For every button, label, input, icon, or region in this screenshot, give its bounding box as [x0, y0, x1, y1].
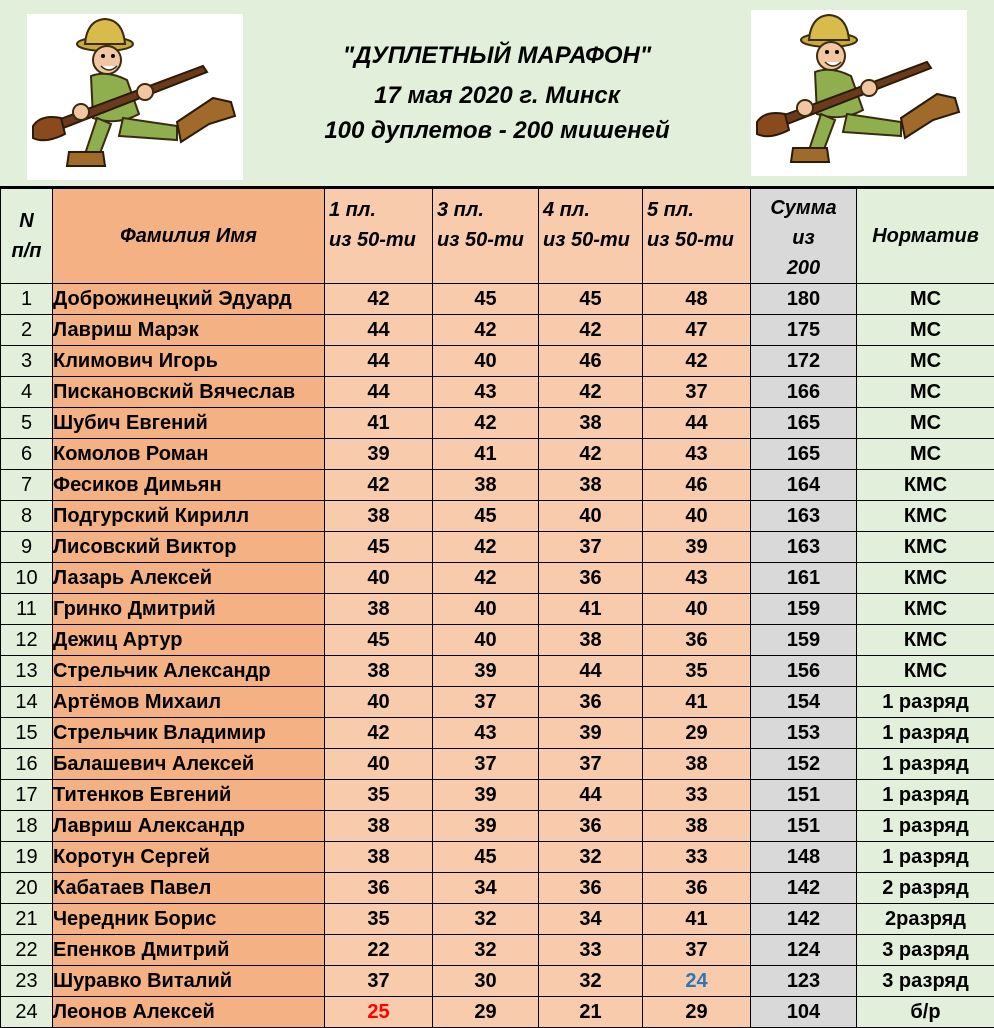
qualification-norm: 2 разряд [857, 873, 994, 904]
score-round3: 32 [433, 904, 539, 935]
score-total: 163 [751, 501, 857, 532]
qualification-norm: МС [857, 346, 994, 377]
row-number: 24 [1, 997, 53, 1028]
qualification-norm: КМС [857, 501, 994, 532]
score-round5: 38 [643, 811, 751, 842]
col-header-number-line2: п/п [1, 236, 52, 266]
row-number: 13 [1, 656, 53, 687]
table-row [1, 377, 994, 408]
event-format: 100 дуплетов - 200 мишеней [243, 117, 751, 145]
score-round3: 42 [433, 532, 539, 563]
score-round4: 38 [539, 470, 643, 501]
row-number: 6 [1, 439, 53, 470]
score-total: 156 [751, 656, 857, 687]
table-row [1, 997, 994, 1028]
score-round5: 36 [643, 625, 751, 656]
col-header-round1 [325, 189, 433, 284]
qualification-norm: 2разряд [857, 904, 994, 935]
score-round5: 44 [643, 408, 751, 439]
participant-name: Кабатаев Павел [53, 873, 325, 904]
score-total: 159 [751, 625, 857, 656]
score-round1: 45 [325, 532, 433, 563]
qualification-norm: КМС [857, 625, 994, 656]
score-round1: 38 [325, 811, 433, 842]
table-row [1, 904, 994, 935]
score-round3: 42 [433, 563, 539, 594]
hunter-cartoon-icon [751, 10, 967, 176]
table-row [1, 501, 994, 532]
participant-name: Стрельчик Владимир [53, 718, 325, 749]
score-total: 151 [751, 780, 857, 811]
page-header [0, 0, 994, 188]
qualification-norm: 1 разряд [857, 718, 994, 749]
score-round1: 42 [325, 718, 433, 749]
qualification-norm: 1 разряд [857, 811, 994, 842]
col-header-round1-line1: 1 пл. [329, 195, 432, 225]
score-round5: 36 [643, 873, 751, 904]
score-round4: 44 [539, 780, 643, 811]
row-number: 12 [1, 625, 53, 656]
score-round4: 42 [539, 315, 643, 346]
score-round1: 41 [325, 408, 433, 439]
table-row [1, 780, 994, 811]
score-round1: 42 [325, 284, 433, 315]
col-header-round3 [433, 189, 539, 284]
score-round3: 37 [433, 687, 539, 718]
qualification-norm: 1 разряд [857, 749, 994, 780]
participant-name: Дежиц Артур [53, 625, 325, 656]
score-round1: 39 [325, 439, 433, 470]
score-round1: 40 [325, 687, 433, 718]
score-round4: 38 [539, 408, 643, 439]
score-total: 142 [751, 904, 857, 935]
score-round1: 40 [325, 563, 433, 594]
col-header-round4-line2: из 50-ти [543, 225, 642, 255]
participant-name: Коротун Сергей [53, 842, 325, 873]
score-round3: 34 [433, 873, 539, 904]
score-round5: 29 [643, 997, 751, 1028]
score-round5: 24 [643, 966, 751, 997]
score-round3: 29 [433, 997, 539, 1028]
score-round1: 40 [325, 749, 433, 780]
col-header-round3-line1: 3 пл. [437, 195, 538, 225]
score-round1: 44 [325, 315, 433, 346]
row-number: 8 [1, 501, 53, 532]
score-total: 159 [751, 594, 857, 625]
col-header-number [1, 189, 53, 284]
score-round3: 45 [433, 284, 539, 315]
qualification-norm: 3 разряд [857, 935, 994, 966]
row-number: 19 [1, 842, 53, 873]
qualification-norm: 1 разряд [857, 842, 994, 873]
col-header-sum-line1: Сумма [751, 193, 856, 223]
participant-name: Комолов Роман [53, 439, 325, 470]
score-round3: 32 [433, 935, 539, 966]
participant-name: Лавриш Александр [53, 811, 325, 842]
score-round3: 40 [433, 625, 539, 656]
col-header-round1-line2: из 50-ти [329, 225, 432, 255]
score-total: 153 [751, 718, 857, 749]
row-number: 2 [1, 315, 53, 346]
score-round3: 40 [433, 346, 539, 377]
row-number: 11 [1, 594, 53, 625]
row-number: 20 [1, 873, 53, 904]
score-round3: 39 [433, 656, 539, 687]
score-round1: 38 [325, 842, 433, 873]
score-round5: 41 [643, 687, 751, 718]
row-number: 18 [1, 811, 53, 842]
score-round5: 48 [643, 284, 751, 315]
row-number: 3 [1, 346, 53, 377]
participant-name: Фесиков Димьян [53, 470, 325, 501]
score-total: 166 [751, 377, 857, 408]
qualification-norm: МС [857, 315, 994, 346]
table-row [1, 687, 994, 718]
row-number: 17 [1, 780, 53, 811]
table-row [1, 470, 994, 501]
score-round5: 39 [643, 532, 751, 563]
row-number: 15 [1, 718, 53, 749]
qualification-norm: МС [857, 439, 994, 470]
score-round4: 42 [539, 439, 643, 470]
row-number: 7 [1, 470, 53, 501]
score-round5: 43 [643, 563, 751, 594]
event-title: "ДУПЛЕТНЫЙ МАРАФОН" [243, 42, 751, 70]
table-row [1, 346, 994, 377]
score-round3: 41 [433, 439, 539, 470]
participant-name: Шубич Евгений [53, 408, 325, 439]
score-round4: 32 [539, 842, 643, 873]
col-header-round5-line1: 5 пл. [647, 195, 750, 225]
score-round5: 40 [643, 594, 751, 625]
score-total: 165 [751, 439, 857, 470]
table-row [1, 966, 994, 997]
participant-name: Шуравко Виталий [53, 966, 325, 997]
score-total: 164 [751, 470, 857, 501]
row-number: 16 [1, 749, 53, 780]
score-total: 151 [751, 811, 857, 842]
hunter-cartoon-logo-right [751, 10, 967, 176]
qualification-norm: КМС [857, 470, 994, 501]
row-number: 23 [1, 966, 53, 997]
row-number: 14 [1, 687, 53, 718]
col-header-round5-line2: из 50-ти [647, 225, 750, 255]
score-round4: 32 [539, 966, 643, 997]
score-round1: 44 [325, 377, 433, 408]
qualification-norm: КМС [857, 656, 994, 687]
table-row [1, 315, 994, 346]
score-round4: 38 [539, 625, 643, 656]
score-round4: 37 [539, 749, 643, 780]
score-round4: 36 [539, 687, 643, 718]
score-round5: 40 [643, 501, 751, 532]
qualification-norm: КМС [857, 594, 994, 625]
participant-name: Лисовский Виктор [53, 532, 325, 563]
hunter-cartoon-icon [27, 14, 243, 180]
participant-name: Подгурский Кирилл [53, 501, 325, 532]
score-round4: 37 [539, 532, 643, 563]
hunter-cartoon-logo-left [27, 14, 243, 180]
event-date-location: 17 мая 2020 г. Минск [243, 82, 751, 110]
table-row [1, 749, 994, 780]
score-round4: 44 [539, 656, 643, 687]
score-round5: 46 [643, 470, 751, 501]
score-round5: 47 [643, 315, 751, 346]
qualification-norm: МС [857, 284, 994, 315]
score-total: 161 [751, 563, 857, 594]
participant-name: Артёмов Михаил [53, 687, 325, 718]
score-round5: 29 [643, 718, 751, 749]
participant-name: Лавриш Марэк [53, 315, 325, 346]
participant-name: Епенков Дмитрий [53, 935, 325, 966]
col-header-sum-line3: 200 [751, 253, 856, 283]
participant-name: Климович Игорь [53, 346, 325, 377]
score-round5: 33 [643, 842, 751, 873]
score-round3: 39 [433, 811, 539, 842]
table-row [1, 284, 994, 315]
score-round4: 40 [539, 501, 643, 532]
score-round5: 35 [643, 656, 751, 687]
row-number: 4 [1, 377, 53, 408]
score-round3: 38 [433, 470, 539, 501]
score-total: 123 [751, 966, 857, 997]
table-row [1, 873, 994, 904]
participant-name: Чередник Борис [53, 904, 325, 935]
qualification-norm: КМС [857, 563, 994, 594]
table-row [1, 811, 994, 842]
score-round3: 42 [433, 408, 539, 439]
score-round3: 43 [433, 718, 539, 749]
participant-name: Гринко Дмитрий [53, 594, 325, 625]
col-header-round4-line1: 4 пл. [543, 195, 642, 225]
qualification-norm: МС [857, 408, 994, 439]
score-round1: 38 [325, 656, 433, 687]
score-round4: 34 [539, 904, 643, 935]
score-round1: 37 [325, 966, 433, 997]
participant-name: Пискановский Вячеслав [53, 377, 325, 408]
score-total: 154 [751, 687, 857, 718]
score-round1: 22 [325, 935, 433, 966]
participant-name: Балашевич Алексей [53, 749, 325, 780]
score-round3: 30 [433, 966, 539, 997]
table-row [1, 408, 994, 439]
score-total: 165 [751, 408, 857, 439]
score-round1: 36 [325, 873, 433, 904]
col-header-round3-line2: из 50-ти [437, 225, 538, 255]
score-round1: 35 [325, 780, 433, 811]
table-row [1, 718, 994, 749]
score-round5: 37 [643, 935, 751, 966]
score-total: 152 [751, 749, 857, 780]
score-round1: 44 [325, 346, 433, 377]
table-row [1, 439, 994, 470]
table-row [1, 532, 994, 563]
table-row [1, 625, 994, 656]
score-round1: 25 [325, 997, 433, 1028]
row-number: 22 [1, 935, 53, 966]
score-round1: 38 [325, 501, 433, 532]
qualification-norm: КМС [857, 532, 994, 563]
score-round4: 46 [539, 346, 643, 377]
score-round4: 42 [539, 377, 643, 408]
score-round4: 36 [539, 563, 643, 594]
score-round4: 21 [539, 997, 643, 1028]
qualification-norm: 3 разряд [857, 966, 994, 997]
score-round5: 42 [643, 346, 751, 377]
score-round3: 42 [433, 315, 539, 346]
score-round4: 41 [539, 594, 643, 625]
participant-name: Леонов Алексей [53, 997, 325, 1028]
participant-name: Лазарь Алексей [53, 563, 325, 594]
row-number: 9 [1, 532, 53, 563]
row-number: 21 [1, 904, 53, 935]
score-total: 124 [751, 935, 857, 966]
score-total: 175 [751, 315, 857, 346]
participant-name: Стрельчик Александр [53, 656, 325, 687]
score-round3: 45 [433, 501, 539, 532]
table-row [1, 842, 994, 873]
table-row [1, 656, 994, 687]
score-round4: 39 [539, 718, 643, 749]
row-number: 10 [1, 563, 53, 594]
score-round5: 43 [643, 439, 751, 470]
score-round3: 45 [433, 842, 539, 873]
qualification-norm: б/р [857, 997, 994, 1028]
qualification-norm: МС [857, 377, 994, 408]
score-total: 163 [751, 532, 857, 563]
score-round5: 38 [643, 749, 751, 780]
score-total: 142 [751, 873, 857, 904]
score-round4: 33 [539, 935, 643, 966]
score-total: 180 [751, 284, 857, 315]
score-round4: 36 [539, 811, 643, 842]
header-row [1, 189, 994, 284]
table-row [1, 594, 994, 625]
results-body [1, 284, 994, 1028]
row-number: 1 [1, 284, 53, 315]
score-round3: 40 [433, 594, 539, 625]
score-round1: 35 [325, 904, 433, 935]
score-round1: 42 [325, 470, 433, 501]
participant-name: Титенков Евгений [53, 780, 325, 811]
row-number: 5 [1, 408, 53, 439]
score-round5: 41 [643, 904, 751, 935]
score-total: 104 [751, 997, 857, 1028]
qualification-norm: 1 разряд [857, 687, 994, 718]
score-round3: 37 [433, 749, 539, 780]
score-total: 172 [751, 346, 857, 377]
score-round4: 45 [539, 284, 643, 315]
col-header-number-line1: N [1, 206, 52, 236]
participant-name: Доброжинецкий Эдуард [53, 284, 325, 315]
score-round4: 36 [539, 873, 643, 904]
score-total: 148 [751, 842, 857, 873]
table-row [1, 935, 994, 966]
col-header-round5 [643, 189, 751, 284]
score-round5: 37 [643, 377, 751, 408]
col-header-sum-line2: из [751, 223, 856, 253]
score-round3: 43 [433, 377, 539, 408]
col-header-norm: Норматив [857, 189, 994, 284]
qualification-norm: 1 разряд [857, 780, 994, 811]
results-table [0, 188, 994, 1028]
score-round1: 45 [325, 625, 433, 656]
table-row [1, 563, 994, 594]
col-header-sum [751, 189, 857, 284]
score-round1: 38 [325, 594, 433, 625]
score-round5: 33 [643, 780, 751, 811]
score-round3: 39 [433, 780, 539, 811]
col-header-round4 [539, 189, 643, 284]
col-header-name: Фамилия Имя [53, 189, 325, 284]
